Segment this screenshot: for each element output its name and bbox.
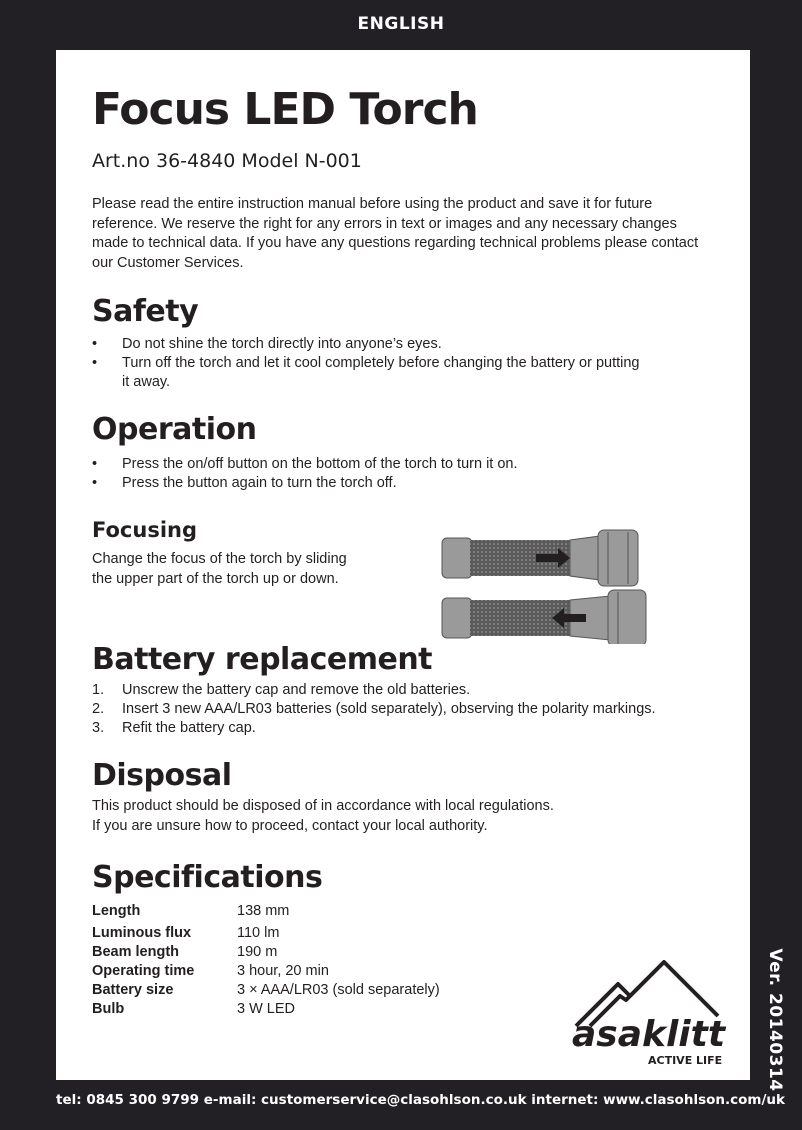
spec-row: Length 138 mm [92,903,290,919]
battery-section [92,642,656,738]
intro-text: Please read the entire instruction manual before using the product and save it for future reference. We reserve the right for any errors in text or images and any necessary changes made to technical data. If you have any questions regarding technical problems please contact our Customer Services. [92,196,699,271]
list-item: • Do not shine the torch directly into anyone’s eyes. [92,336,442,352]
version-label: Ver. 20140314 [765,948,785,1092]
torch-icon [442,530,638,586]
page-title: Focus LED Torch [92,84,478,135]
spec-row: Operating time 3 hour, 20 min [92,963,329,979]
specifications-heading: Specifications [92,860,323,895]
language-label: ENGLISH [357,14,445,34]
article-number: Art.no 36-4840 Model N-001 [92,150,362,172]
focusing-section [92,518,347,589]
svg-text:ACTIVE LIFE: ACTIVE LIFE [648,1054,723,1067]
specifications-table [92,902,440,1019]
safety-section [92,294,642,392]
list-item: 2. Insert 3 new AAA/LR03 batteries (sold separately), observing the polarity markings. [92,701,656,717]
focusing-heading: Focusing [92,518,197,542]
spec-row: Bulb 3 W LED [92,1001,296,1017]
battery-steps [92,681,656,738]
spec-row: Battery size 3 × AAA/LR03 (sold separately) [92,982,440,998]
operation-section [92,412,518,493]
focusing-text: Change the focus of the torch by sliding the upper part of the torch up or down. [92,551,347,587]
list-item: • Turn off the torch and let it cool completely before changing the battery or putting it away. [92,355,640,390]
asaklitt-logo [568,960,738,1070]
list-item: 3. Refit the battery cap. [92,720,256,736]
disposal-section [92,758,554,836]
disposal-heading: Disposal [92,758,232,793]
torch-focus-illustration [440,526,650,644]
operation-heading: Operation [92,412,257,447]
svg-text:asaklitt: asaklitt [572,1014,726,1055]
manual-page [56,50,750,1080]
list-item: • Press the button again to turn the torch off. [92,475,397,491]
battery-heading: Battery replacement [92,642,433,677]
operation-list [92,455,518,493]
list-item: • Press the on/off button on the bottom of the torch to turn it on. [92,456,518,472]
list-item: 1. Unscrew the battery cap and remove the old batteries. [92,682,471,698]
safety-list [92,335,642,392]
spec-row: Beam length 190 m [92,944,278,960]
contact-footer: tel: 0845 300 9799 e-mail: customerservice@clasohlson.co.uk internet: www.clasohlson.com/uk [56,1092,785,1108]
specifications-section [92,860,322,895]
safety-heading: Safety [92,294,199,329]
torch-icon [442,590,646,644]
spec-row: Luminous flux 110 lm [92,925,280,941]
disposal-text: This product should be disposed of in accordance with local regulations. If you are unsure how to proceed, contact your local authority. [92,798,554,834]
